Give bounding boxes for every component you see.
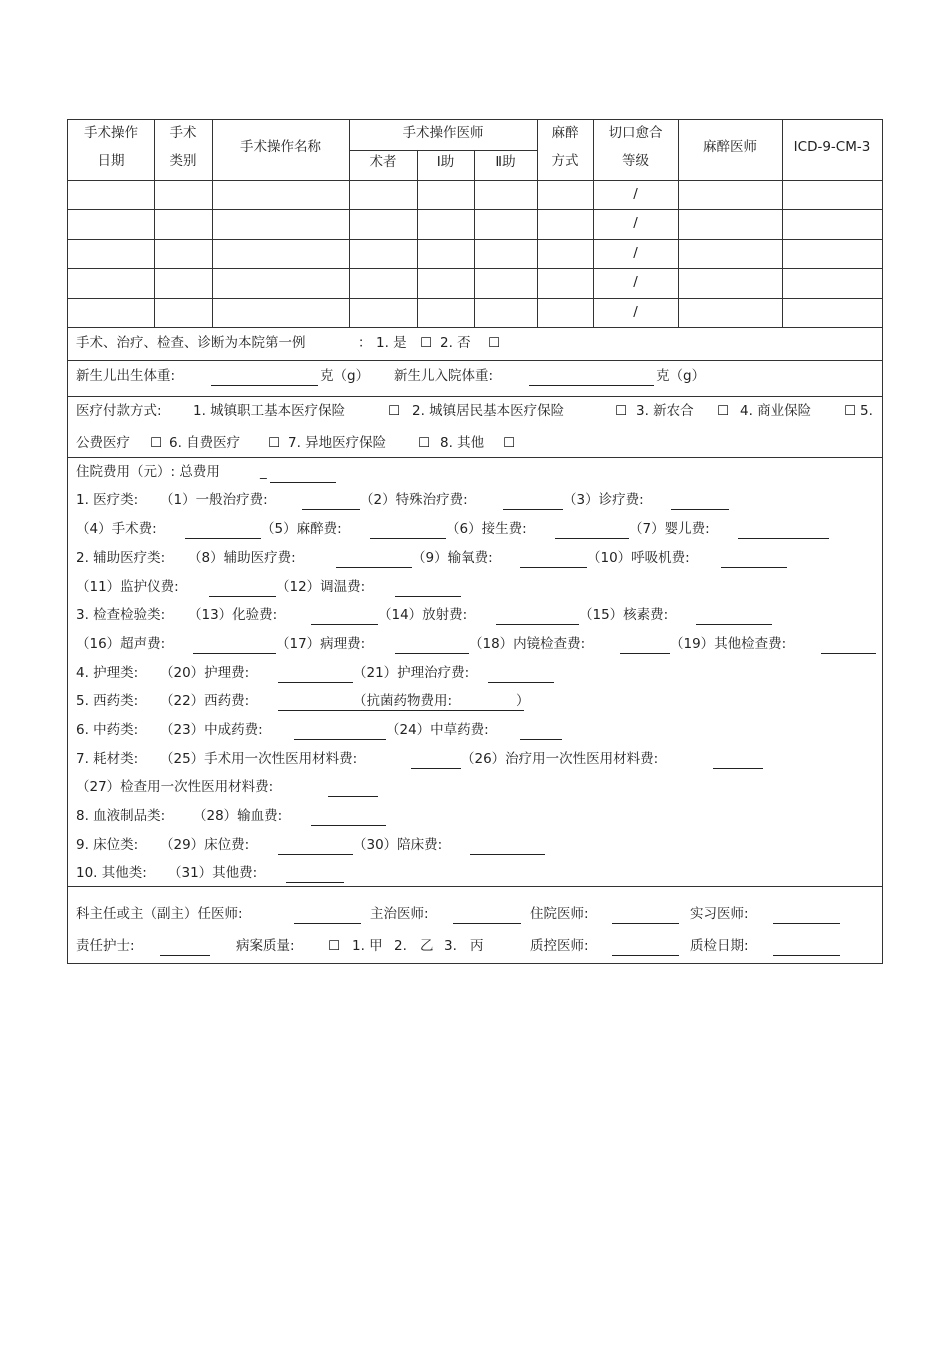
first-case-no-checkbox[interactable]: ☐ — [488, 335, 501, 351]
fee-4-label: （4）手术费: — [76, 521, 157, 537]
fee-10-field[interactable] — [721, 567, 787, 568]
header-surgeon: 术者 — [369, 154, 397, 170]
payment-label: 医疗付款方式: — [76, 403, 162, 419]
payment-checkbox-3[interactable]: ☐ — [717, 403, 730, 419]
row-line — [68, 209, 882, 210]
fee-7-field[interactable] — [738, 538, 829, 539]
header-anesthesia-line1: 麻醉 — [551, 125, 579, 141]
fee-6-field[interactable] — [555, 538, 629, 539]
qc-date-field[interactable] — [773, 955, 840, 956]
sign-intern-label: 实习医师: — [690, 906, 749, 922]
fee-18-label: （18）内镜检查费: — [469, 636, 586, 652]
sign-attending-label: 主治医师: — [370, 906, 429, 922]
header-type-line1: 手术 — [169, 125, 197, 141]
fee-total-mark: _ — [260, 464, 267, 480]
header-operating-doctor: 手术操作医师 — [402, 125, 484, 141]
fee-4-field[interactable] — [185, 538, 261, 539]
payment-option-7: 7. 异地医疗保险 — [288, 435, 387, 451]
fee-31-label: （31）其他费: — [168, 865, 258, 881]
payment-checkbox-8[interactable]: ☐ — [503, 435, 516, 451]
fee-cat-1: 1. 医疗类: — [76, 492, 139, 508]
fee-11-label: （11）监护仪费: — [76, 579, 179, 595]
fee-22-field[interactable] — [278, 710, 524, 711]
fee-13-field[interactable] — [311, 624, 378, 625]
col-line — [154, 120, 155, 327]
first-case-yes-checkbox[interactable]: ☐ — [420, 335, 433, 351]
col-line — [417, 150, 418, 327]
fee-15-label: （15）核素费: — [579, 607, 669, 623]
quality-grade-2-number: 2. — [394, 938, 407, 954]
sign-nurse-field[interactable] — [160, 955, 210, 956]
wound-grade-cell[interactable]: / — [633, 186, 638, 202]
payment-option-5: 公费医疗 — [76, 435, 130, 451]
sign-intern-field[interactable] — [773, 923, 840, 924]
fee-5-field[interactable] — [370, 538, 446, 539]
section-line — [68, 457, 882, 458]
fee-total-field[interactable] — [270, 482, 336, 483]
fee-7-label: （7）婴儿费: — [629, 521, 710, 537]
fee-27-field[interactable] — [328, 796, 378, 797]
header-wound-line1: 切口愈合 — [608, 125, 663, 141]
fee-31-field[interactable] — [286, 882, 344, 883]
payment-option-8: 8. 其他 — [440, 435, 485, 451]
payment-checkbox-5[interactable]: ☐ — [150, 435, 163, 451]
newborn-birth-weight-field[interactable] — [211, 385, 318, 386]
first-case-colon: ： — [358, 335, 372, 351]
header-assistant-1: Ⅰ助 — [436, 154, 455, 170]
payment-option-1: 1. 城镇职工基本医疗保险 — [193, 403, 346, 419]
header-date-line2: 日期 — [97, 153, 125, 169]
fee-16-field[interactable] — [193, 653, 276, 654]
fee-total-label: 住院费用（元）: 总费用 — [76, 464, 220, 480]
row-line — [68, 268, 882, 269]
newborn-birth-weight-unit: 克（g） — [320, 368, 370, 384]
fee-1-label: （1）一般治疗费: — [160, 492, 268, 508]
quality-grade-3-number: 3. — [444, 938, 457, 954]
inpatient-record-form — [67, 119, 883, 964]
first-case-yes-label: 1. 是 — [376, 335, 407, 351]
fee-9-field[interactable] — [520, 567, 587, 568]
row-line — [68, 239, 882, 240]
payment-checkbox-4[interactable]: ☐ — [844, 403, 857, 419]
col-line — [537, 120, 538, 327]
fee-12-label: （12）调温费: — [276, 579, 366, 595]
newborn-birth-weight-label: 新生儿出生体重: — [76, 368, 176, 384]
header-type-line2: 类别 — [169, 153, 197, 169]
fee-30-label: （30）陪床费: — [353, 837, 443, 853]
fee-cat-9: 9. 床位类: — [76, 837, 139, 853]
fee-29-field[interactable] — [278, 854, 353, 855]
qc-doctor-field[interactable] — [612, 955, 679, 956]
fee-1-field[interactable] — [302, 509, 360, 510]
fee-6-label: （6）接生费: — [446, 521, 527, 537]
fee-27-label: （27）检查用一次性医用材料费: — [76, 779, 274, 795]
newborn-admit-weight-unit: 克（g） — [656, 368, 706, 384]
payment-option-5-number: 5. — [860, 403, 873, 419]
payment-option-4: 4. 商业保险 — [740, 403, 812, 419]
payment-option-6: 6. 自费医疗 — [169, 435, 241, 451]
sign-director-label: 科主任或主（副主）任医师: — [76, 906, 243, 922]
fee-24-label: （24）中草药费: — [386, 722, 489, 738]
quality-grade-3: 丙 — [470, 938, 484, 954]
fee-cat-10: 10. 其他类: — [76, 865, 147, 881]
fee-24-field[interactable] — [520, 739, 562, 740]
fee-22-antibiotic-close: ） — [516, 693, 530, 709]
header-anesthesia-line2: 方式 — [551, 153, 579, 169]
fee-23-label: （23）中成药费: — [160, 722, 263, 738]
section-line — [68, 396, 882, 397]
payment-checkbox-1[interactable]: ☐ — [388, 403, 401, 419]
col-line — [349, 120, 350, 327]
header-date-line1: 手术操作 — [84, 125, 138, 141]
col-line — [474, 150, 475, 327]
section-line — [68, 886, 882, 887]
fee-17-label: （17）病理费: — [276, 636, 366, 652]
sign-nurse-label: 责任护士: — [76, 938, 135, 954]
wound-grade-cell[interactable]: / — [633, 304, 638, 320]
fee-22-antibiotic-label: （抗菌药物费用: — [353, 693, 453, 709]
header-anesthesiologist: 麻醉医师 — [703, 139, 757, 155]
quality-checkbox[interactable]: ☐ — [328, 938, 341, 954]
payment-checkbox-7[interactable]: ☐ — [418, 435, 431, 451]
fee-2-field[interactable] — [503, 509, 563, 510]
first-case-label: 手术、治疗、检查、诊断为本院第一例 — [76, 335, 306, 351]
fee-30-field[interactable] — [470, 854, 545, 855]
fee-cat-8: 8. 血液制品类: — [76, 808, 166, 824]
qc-date-label: 质检日期: — [690, 938, 749, 954]
first-case-no-label: 2. 否 — [440, 335, 471, 351]
header-wound-line2: 等级 — [622, 153, 649, 169]
fee-26-label: （26）治疗用一次性医用材料费: — [461, 751, 659, 767]
fee-cat-3: 3. 检查检验类: — [76, 607, 166, 623]
fee-cat-6: 6. 中药类: — [76, 722, 139, 738]
header-operation-name: 手术操作名称 — [240, 139, 321, 155]
fee-28-label: （28）输血费: — [193, 808, 283, 824]
fee-17-field[interactable] — [395, 653, 469, 654]
payment-checkbox-2[interactable]: ☐ — [615, 403, 628, 419]
fee-cat-7: 7. 耗材类: — [76, 751, 139, 767]
qc-doctor-label: 质控医师: — [530, 938, 589, 954]
fee-22-label: （22）西药费: — [160, 693, 250, 709]
row-line — [68, 298, 882, 299]
fee-11-field[interactable] — [209, 596, 276, 597]
fee-cat-4: 4. 护理类: — [76, 665, 139, 681]
fee-5-label: （5）麻醉费: — [261, 521, 342, 537]
fee-25-label: （25）手术用一次性医用材料费: — [160, 751, 358, 767]
quality-grade-2: 乙 — [420, 938, 434, 954]
wound-grade-cell[interactable]: / — [633, 245, 638, 261]
row-line — [68, 180, 882, 181]
fee-3-field[interactable] — [671, 509, 729, 510]
payment-checkbox-6[interactable]: ☐ — [268, 435, 281, 451]
fee-14-field[interactable] — [496, 624, 579, 625]
wound-grade-cell[interactable]: / — [633, 215, 638, 231]
fee-12-field[interactable] — [395, 596, 461, 597]
record-quality-label: 病案质量: — [236, 938, 295, 954]
payment-option-3: 3. 新农合 — [636, 403, 694, 419]
sign-attending-field[interactable] — [453, 923, 521, 924]
fee-18-field[interactable] — [620, 653, 670, 654]
fee-21-label: （21）护理治疗费: — [353, 665, 470, 681]
fee-cat-2: 2. 辅助医疗类: — [76, 550, 166, 566]
wound-grade-cell[interactable]: / — [633, 274, 638, 290]
fee-25-field[interactable] — [411, 768, 461, 769]
fee-14-label: （14）放射费: — [378, 607, 468, 623]
section-line — [68, 360, 882, 361]
newborn-admit-weight-label: 新生儿入院体重: — [394, 368, 494, 384]
sign-director-field[interactable] — [294, 923, 361, 924]
row-line — [68, 327, 882, 328]
fee-3-label: （3）诊疗费: — [563, 492, 644, 508]
payment-option-2: 2. 城镇居民基本医疗保险 — [412, 403, 565, 419]
fee-cat-5: 5. 西药类: — [76, 693, 139, 709]
fee-28-field[interactable] — [311, 825, 386, 826]
fee-20-label: （20）护理费: — [160, 665, 250, 681]
fee-19-label: （19）其他检查费: — [670, 636, 787, 652]
fee-16-label: （16）超声费: — [76, 636, 166, 652]
fee-23-field[interactable] — [294, 739, 386, 740]
fee-15-field[interactable] — [696, 624, 772, 625]
fee-29-label: （29）床位费: — [160, 837, 250, 853]
header-assistant-2: Ⅱ助 — [495, 154, 516, 170]
quality-grade-1: 1. 甲 — [352, 938, 383, 954]
sign-resident-field[interactable] — [612, 923, 679, 924]
fee-21-field[interactable] — [488, 682, 554, 683]
fee-2-label: （2）特殊治疗费: — [360, 492, 468, 508]
fee-26-field[interactable] — [713, 768, 763, 769]
fee-13-label: （13）化验费: — [188, 607, 278, 623]
fee-19-field[interactable] — [821, 653, 876, 654]
newborn-admit-weight-field[interactable] — [529, 385, 654, 386]
fee-9-label: （9）输氧费: — [412, 550, 493, 566]
fee-20-field[interactable] — [278, 682, 353, 683]
fee-10-label: （10）呼吸机费: — [587, 550, 690, 566]
sign-resident-label: 住院医师: — [530, 906, 589, 922]
fee-8-label: （8）辅助医疗费: — [188, 550, 296, 566]
header-icd-code: ICD-9-CM-3 — [793, 139, 871, 155]
fee-8-field[interactable] — [336, 567, 412, 568]
doctor-sub-line — [349, 150, 537, 151]
